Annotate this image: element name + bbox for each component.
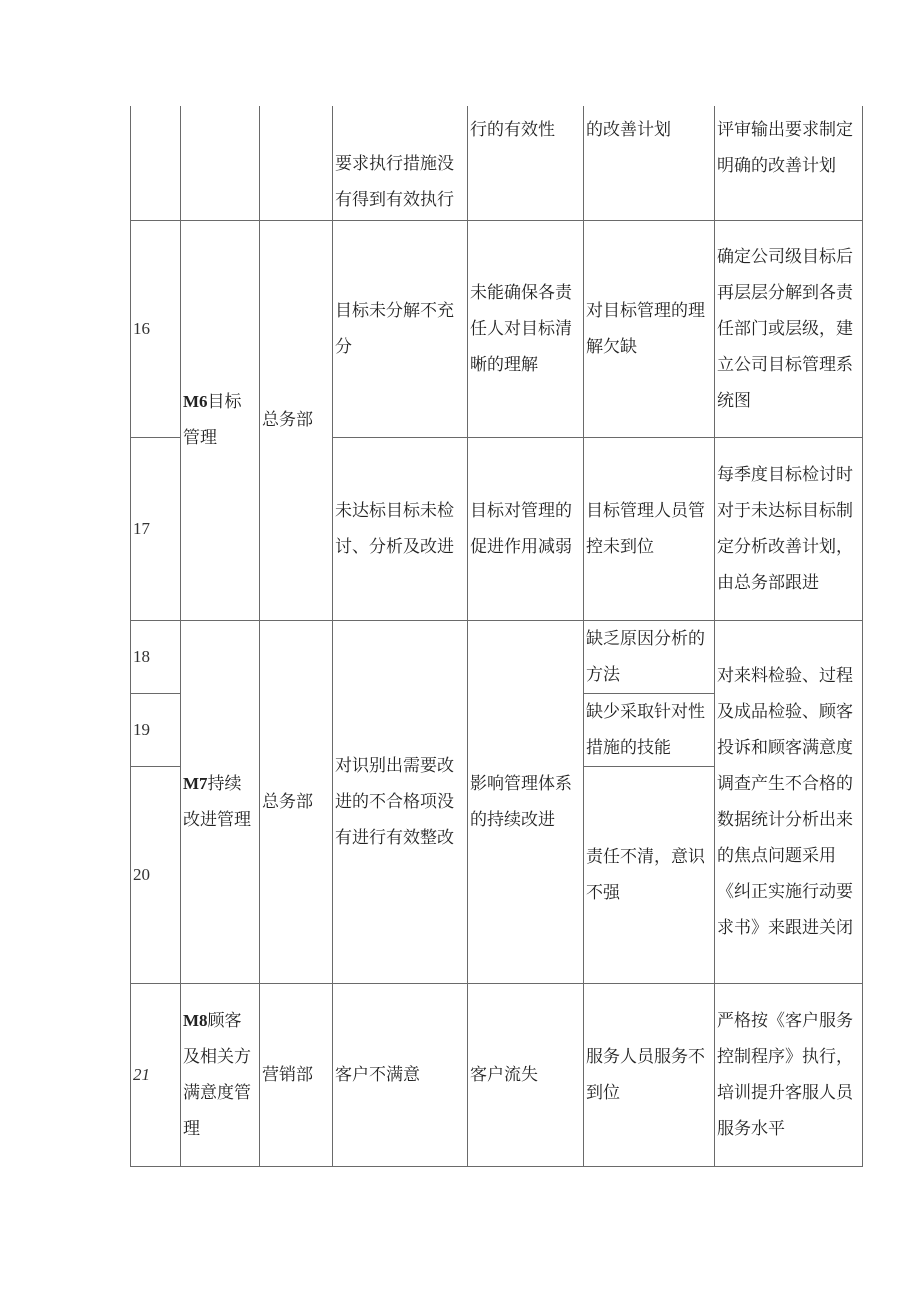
impact-cell: 行的有效性 <box>468 106 584 220</box>
cause-cell: 目标管理人员管控未到位 <box>584 437 715 620</box>
cause-cell: 的改善计划 <box>584 106 715 220</box>
measure-cell: 评审输出要求制定明确的改善计划 <box>715 106 863 220</box>
module-name: 目标管理 <box>183 392 242 448</box>
row-number-cell: 20 <box>131 766 181 983</box>
measure-cell: 对来料检验、过程及成品检验、顾客投诉和顾客满意度调查产生不合格的数据统计分析出来的焦点问题采用《纠正实施行动要求书》来跟进关闭 <box>715 620 863 983</box>
module-code: M6 <box>183 392 208 411</box>
department-cell: 总务部 <box>260 620 333 983</box>
issue-cell: 对识别出需要改进的不合格项没有进行有效整改 <box>333 620 468 983</box>
cause-cell: 缺乏原因分析的方法 <box>584 620 715 693</box>
impact-cell: 客户流失 <box>468 983 584 1166</box>
row-number-cell: 16 <box>131 220 181 437</box>
module-name: 持续改进管理 <box>183 773 251 830</box>
module-name: 顾客及相关方满意度管理 <box>183 1010 251 1139</box>
issue-cell: 目标未分解不充分 <box>333 220 468 437</box>
row-number-cell: 21 <box>131 983 181 1166</box>
department-cell: 总务部 <box>260 220 333 620</box>
issue-cell: 要求执行措施没有得到有效执行 <box>333 106 468 220</box>
cause-cell: 责任不清，意识不强 <box>584 766 715 983</box>
cause-cell: 缺少采取针对性措施的技能 <box>584 693 715 766</box>
cause-cell: 服务人员服务不到位 <box>584 983 715 1166</box>
impact-cell: 未能确保各责任人对目标清晰的理解 <box>468 220 584 437</box>
issue-cell: 未达标目标未检讨、分析及改进 <box>333 437 468 620</box>
module-cell <box>181 220 260 620</box>
risk-table <box>130 106 863 1167</box>
table-row <box>131 220 863 437</box>
table-row <box>131 106 863 220</box>
cause-cell: 对目标管理的理解欠缺 <box>584 220 715 437</box>
module-cell <box>181 620 260 983</box>
table-row <box>131 620 863 693</box>
row-number-cell: 17 <box>131 437 181 620</box>
row-number-cell: 19 <box>131 693 181 766</box>
module-cell <box>181 983 260 1166</box>
department-cell <box>260 106 333 220</box>
impact-cell: 影响管理体系的持续改进 <box>468 620 584 983</box>
table-row <box>131 983 863 1166</box>
measure-cell: 确定公司级目标后再层层分解到各责任部门或层级，建立公司目标管理系统图 <box>715 220 863 437</box>
issue-cell: 客户不满意 <box>333 983 468 1166</box>
measure-cell: 严格按《客户服务控制程序》执行，培训提升客服人员服务水平 <box>715 983 863 1166</box>
measure-cell: 每季度目标检讨时对于未达标目标制定分析改善计划，由总务部跟进 <box>715 437 863 620</box>
module-code: M8 <box>183 1010 208 1030</box>
module-cell <box>181 106 260 220</box>
impact-cell: 目标对管理的促进作用减弱 <box>468 437 584 620</box>
row-number-cell <box>131 106 181 220</box>
department-cell: 营销部 <box>260 983 333 1166</box>
module-code: M7 <box>183 773 208 793</box>
row-number-cell: 18 <box>131 620 181 693</box>
